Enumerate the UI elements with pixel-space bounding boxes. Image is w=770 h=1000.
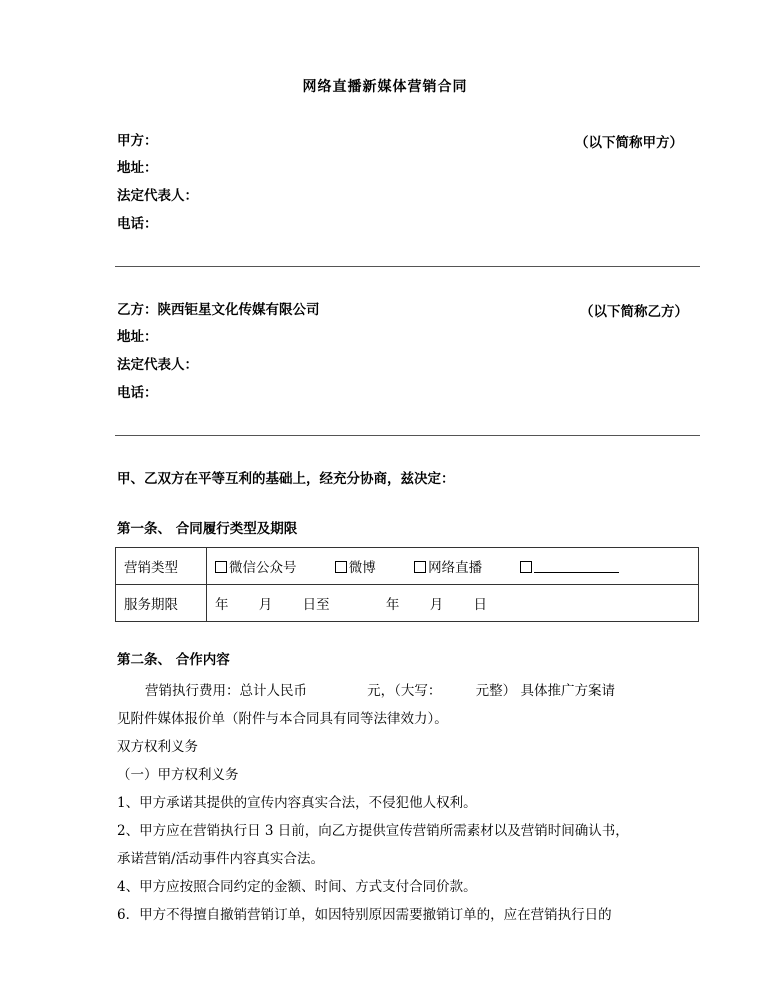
party-a-alias: （以下简称甲方） (575, 135, 683, 151)
fee-line-cont: 见附件媒体报价单（附件与本合同具有同等法律效力）。 (117, 711, 448, 727)
clause-item: 承诺营销/活动事件内容真实合法。 (117, 851, 325, 867)
clause-item: 2、甲方应在营销执行日 3 日前，向乙方提供宣传营销所需素材以及营销时间确认书， (117, 823, 629, 839)
service-period (207, 585, 699, 622)
date-day-to: 日至 (302, 597, 330, 613)
divider (115, 435, 700, 436)
clause-item: 6．甲方不得擅自撤销营销订单，如因特别原因需要撤销订单的，应在营销执行日的 (117, 907, 612, 923)
divider (115, 266, 700, 267)
table-cell-label: 服务期限 (116, 585, 207, 622)
option-weibo[interactable]: 微博 (335, 556, 376, 576)
option-live[interactable]: 网络直播 (414, 556, 482, 576)
date-day: 日 (473, 597, 487, 613)
date-month: 月 (258, 597, 273, 613)
page-title: 网络直播新媒体营销合同 (302, 79, 468, 95)
option-other[interactable] (520, 560, 619, 576)
checkbox-icon[interactable] (215, 561, 227, 573)
checkbox-icon[interactable] (414, 561, 426, 573)
rights-heading: 双方权利义务 (117, 739, 198, 755)
date-year: 年 (385, 597, 400, 613)
option-wechat[interactable]: 微信公众号 (215, 556, 297, 576)
party-b-label: 乙方：陕西钜星文化传媒有限公司 (117, 302, 320, 318)
checkbox-icon[interactable] (520, 561, 532, 573)
party-b-rep: 法定代表人： (117, 357, 198, 373)
preamble: 甲、乙双方在平等互利的基础上，经充分协商，兹决定： (117, 471, 455, 487)
article-2-heading: 第二条、 合作内容 (117, 652, 230, 668)
party-a-rights-heading: （一）甲方权利义务 (117, 767, 239, 783)
party-b-alias: （以下简称乙方） (580, 304, 688, 320)
party-a-address: 地址： (117, 160, 158, 176)
blank-line[interactable] (534, 560, 619, 573)
clause-item: 1、甲方承诺其提供的宣传内容真实合法，不侵犯他人权利。 (117, 795, 477, 811)
party-a-label: 甲方： (117, 133, 158, 149)
service-table (115, 547, 699, 622)
table-row (116, 585, 699, 622)
table-row (116, 548, 699, 585)
party-b-phone: 电话： (117, 385, 158, 401)
fee-line: 营销执行费用：总计人民币 元，（大写： 元整） 具体推广方案请 (145, 683, 615, 699)
clause-item: 4、甲方应按照合同约定的金额、时间、方式支付合同价款。 (117, 879, 477, 895)
article-1-heading: 第一条、 合同履行类型及期限 (117, 521, 298, 537)
checkbox-icon[interactable] (335, 561, 347, 573)
party-b-address: 地址： (117, 329, 158, 345)
party-a-phone: 电话： (117, 216, 158, 232)
party-a-rep: 法定代表人： (117, 188, 198, 204)
table-cell-label: 营销类型 (116, 548, 207, 585)
marketing-type-options (207, 548, 699, 585)
date-month: 月 (429, 597, 444, 613)
date-year: 年 (215, 597, 229, 613)
